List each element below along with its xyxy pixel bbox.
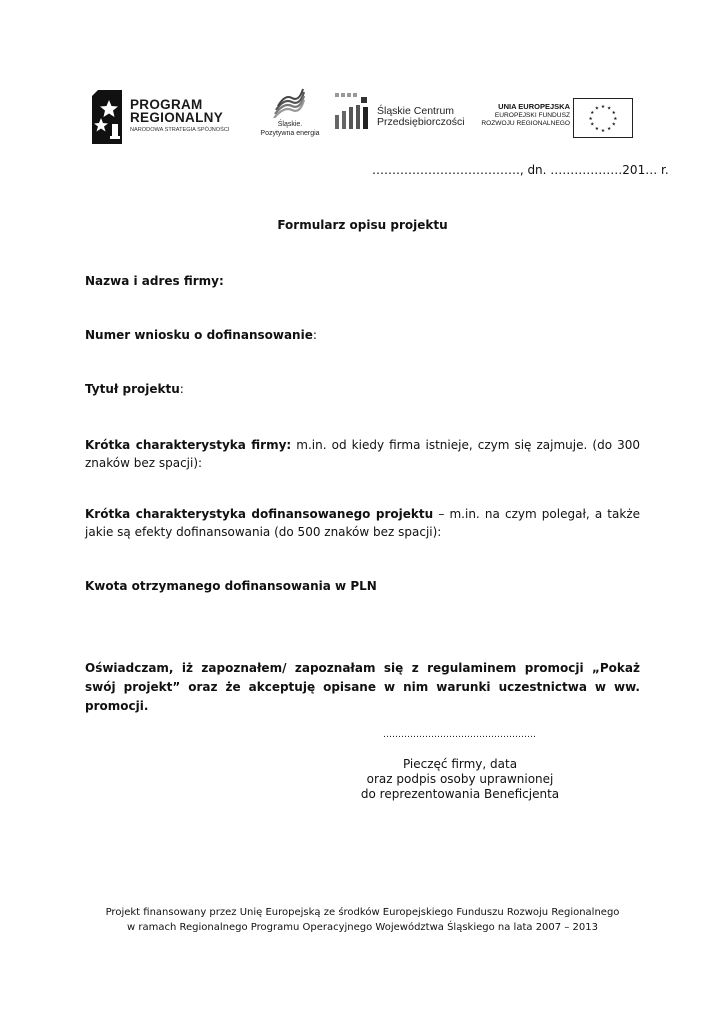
eu-logo-line2: EUROPEJSKI FUNDUSZ (494, 112, 570, 119)
field-hint: – m.in. na czym polegał, a także jakie są efekty dofinansowania (do 500 znaków bez spacji): (85, 507, 640, 539)
svg-text:★: ★ (590, 122, 595, 128)
program-logo-title (130, 98, 223, 124)
program-logo-line2: REGIONALNY (130, 110, 224, 125)
field-project-description (85, 505, 640, 541)
field-project-title (85, 380, 640, 398)
page-title: Formularz opisu projektu (277, 218, 448, 232)
program-logo-line1: PROGRAM (130, 97, 203, 112)
svg-text:★: ★ (600, 105, 606, 111)
signature-caption (340, 757, 580, 802)
svg-text:★: ★ (588, 116, 593, 122)
footer-line2: w ramach Regionalnego Programu Operacyjnego Województwa Śląskiego na lata 2007 – 2013 (127, 922, 598, 933)
signature-caption-line1: Pieczęć firmy, data (402, 757, 518, 771)
svg-text:★: ★ (611, 111, 616, 117)
field-label: Nazwa i adres firmy: (85, 274, 224, 288)
eu-logo-line1: UNIA EUROPEJSKA (498, 102, 570, 111)
bar-grid-icon (335, 93, 373, 131)
eu-stars-flag-icon (573, 98, 633, 138)
field-label: Krótka charakterystyka dofinansowanego projektu (85, 507, 434, 521)
svg-text:★: ★ (594, 127, 599, 133)
footer (0, 905, 725, 935)
signature-line: …………………………………………… (383, 730, 536, 740)
svg-text:★: ★ (611, 122, 616, 128)
slaskie-logo-line2: Pozytywna energia (260, 130, 320, 137)
field-hint: : (179, 382, 184, 396)
svg-text:★: ★ (590, 111, 595, 117)
footer-line1: Projekt finansowany przez Unię Europejską ze środków Europejskiego Funduszu Rozwoju Regionalnego (105, 907, 620, 918)
eu-logo-line3: ROZWOJU REGIONALNEGO (481, 120, 570, 127)
declaration-text: Oświadczam, iż zapoznałem/ zapoznałam się z regulaminem promocji „Pokaż swój projekt” oraz że akceptuję opisane w nim warunki uczestnictwa w ww. promocji. (85, 661, 640, 713)
scp-logo-line2: Przedsiębiorczości (377, 116, 465, 128)
field-company-name (85, 272, 640, 290)
program-logo-subtitle: NARODOWA STRATEGIA SPÓJNOŚCI (130, 127, 230, 133)
field-label: Kwota otrzymanego dofinansowania w PLN (85, 579, 377, 593)
date-line: ………………………………., dn. ………………201… r. (372, 163, 669, 177)
scp-logo-line1: Śląskie Centrum (377, 105, 455, 117)
eu-logo (472, 98, 634, 140)
slaskie-logo (257, 88, 323, 144)
svg-text:★: ★ (613, 116, 618, 122)
field-label: Krótka charakterystyka firmy: (85, 438, 292, 452)
star-figure-icon (92, 90, 122, 144)
slaskie-logo-line1: Śląskie. (277, 121, 303, 128)
svg-text:★: ★ (607, 127, 612, 133)
field-funding-amount (85, 577, 640, 595)
svg-text:★: ★ (607, 106, 612, 112)
field-application-number (85, 326, 640, 344)
svg-text:★: ★ (594, 106, 599, 112)
signature-caption-line3: do reprezentowania Beneficjenta (360, 787, 560, 801)
wave-stripes-icon (272, 88, 306, 118)
field-label: Tytuł projektu (85, 382, 180, 396)
svg-text:★: ★ (600, 128, 606, 134)
field-hint: : (312, 328, 317, 342)
field-label: Numer wniosku o dofinansowanie (85, 328, 313, 342)
program-regionalny-logo (92, 90, 252, 146)
signature-caption-line2: oraz podpis osoby uprawnionej (366, 772, 554, 786)
field-company-description (85, 436, 640, 472)
field-hint: m.in. od kiedy firma istnieje, czym się zajmuje. (do 300 znaków bez spacji): (85, 438, 641, 470)
slaskie-centrum-logo (335, 93, 465, 135)
